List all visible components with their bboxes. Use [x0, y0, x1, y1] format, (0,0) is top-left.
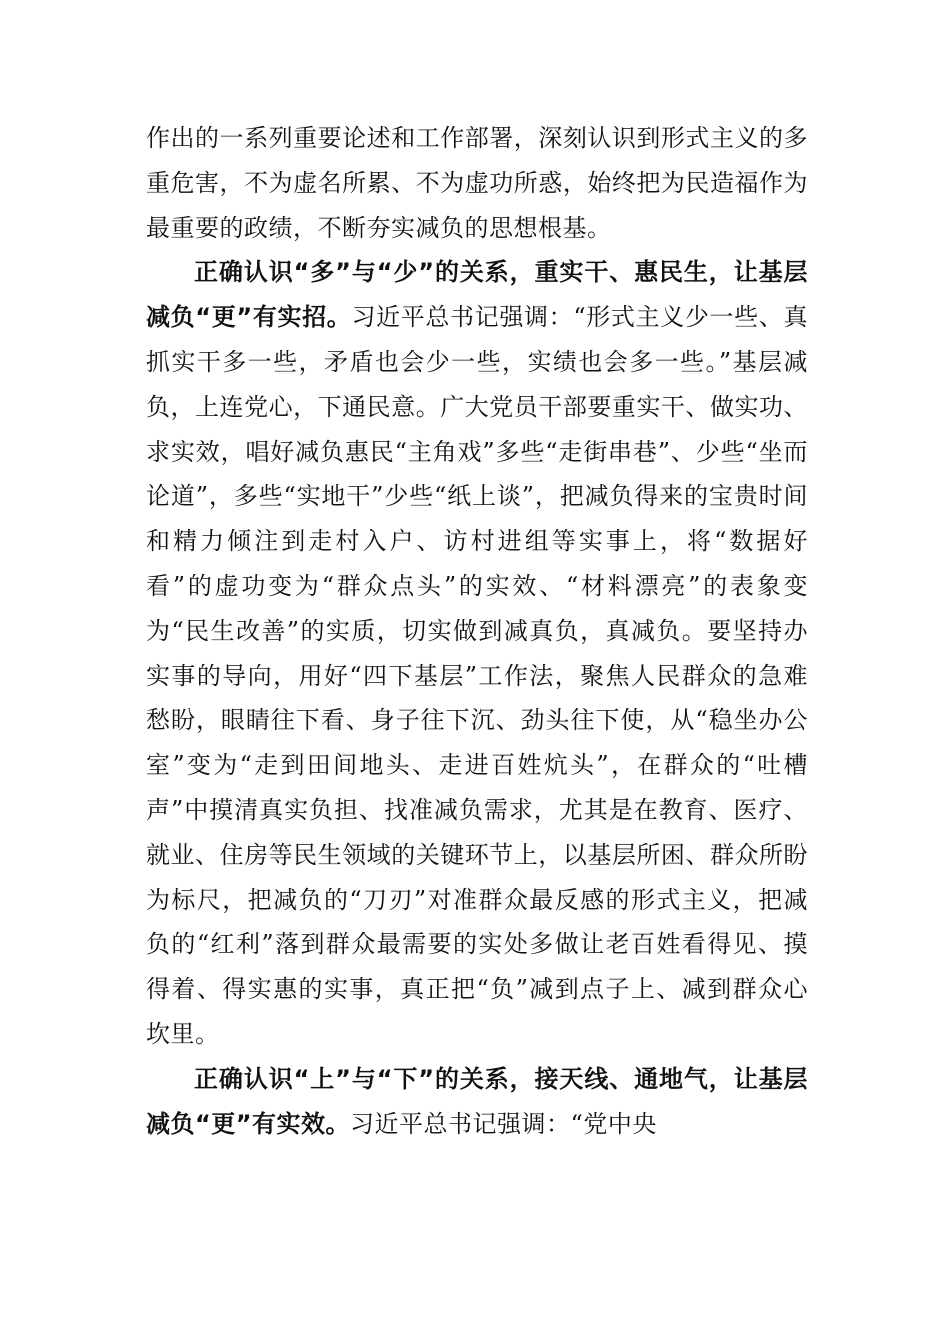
paragraph-duo-shao — [146, 250, 808, 1056]
paragraph-continued — [146, 116, 808, 250]
paragraph-heading: 正确认识“多”与“少”的关系，重实干、惠民生，让基层减负“更”有实招。 — [146, 258, 808, 332]
paragraph-text: 作出的一系列重要论述和工作部署，深刻认识到形式主义的多重危害，不为虚名所累、不为虚功所惑，始终把为民造福作为最重要的政绩，不断夯实减负的思想根基。 — [146, 124, 808, 242]
paragraph-heading: 正确认识“上”与“下”的关系，接天线、通地气，让基层减负“更”有实效。 — [146, 1064, 808, 1138]
paragraph-text: 习近平总书记强调：“形式主义少一些、真抓实干多一些，矛盾也会少一些，实绩也会多一些。”基层减负，上连党心，下通民意。广大党员干部要重实干、做实功、求实效，唱好减负惠民“主角戏”多些“走街串巷”、少些“坐而论道”，多些“实地干”少些“纸上谈”，把减负得来的宝贵时间和精力倾注到走村入户、访村进组等实事上，将“数据好看”的虚功变为“群众点头”的实效、“材料漂亮”的表象变为“民生改善”的实质，切实做到减真负，真减负。要坚持办实事的导向，用好“四下基层”工作法，聚焦人民群众的急难愁盼，眼睛往下看、身子往下沉、劲头往下使，从“稳坐办公室”变为“走到田间地头、走进百姓炕头”，在群众的“吐槽声”中摸清真实负担、找准减负需求，尤其是在教育、医疗、就业、住房等民生领域的关键环节上，以基层所困、群众所盼为标尺，把减负的“刀刃”对准群众最反感的形式主义，把减负的“红利”落到群众最需要的实处多做让老百姓看得见、摸得着、得实惠的实事，真正把“负”减到点子上、减到群众心坎里。 — [146, 303, 808, 1048]
document-body — [146, 116, 808, 1146]
paragraph-shang-xia — [146, 1057, 808, 1147]
paragraph-text: 习近平总书记强调：“党中央 — [350, 1109, 657, 1138]
